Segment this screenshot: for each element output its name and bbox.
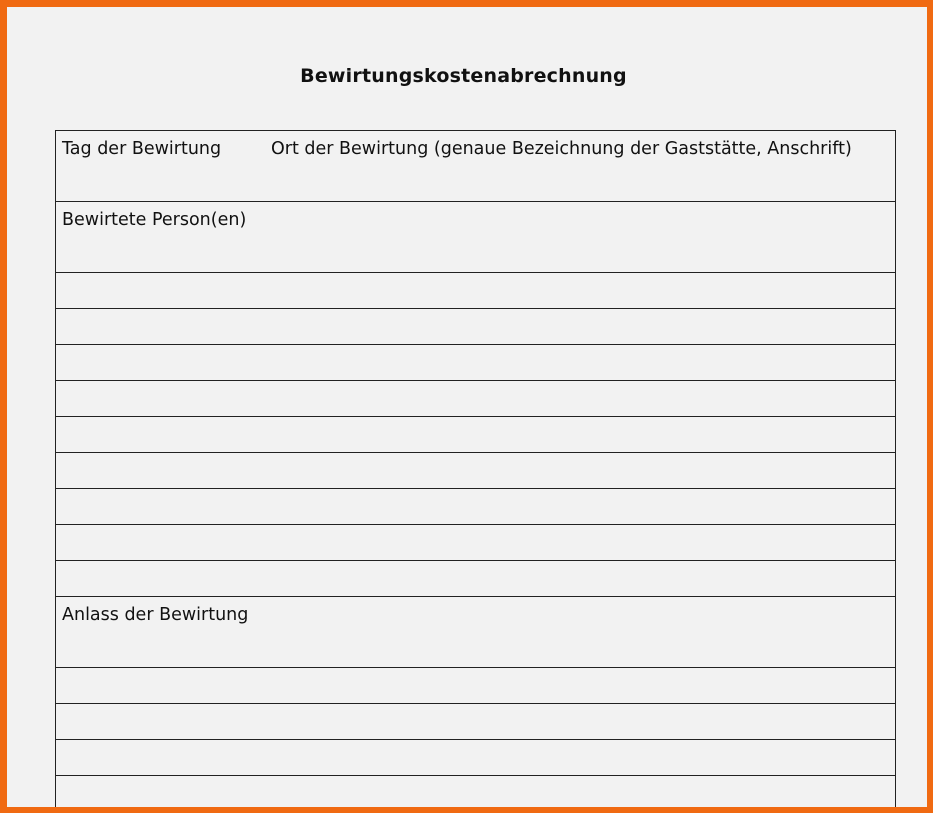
persons-line[interactable] (56, 525, 895, 561)
persons-line[interactable] (56, 453, 895, 489)
occasion-line[interactable] (56, 776, 895, 807)
day-label: Tag der Bewirtung (62, 139, 222, 159)
persons-line[interactable] (56, 561, 895, 597)
occasion-label: Anlass der Bewirtung (62, 605, 249, 625)
place-label: Ort der Bewirtung (genaue Bezeichnung der Gaststätte, Anschrift) (271, 139, 852, 159)
occasion-line[interactable] (56, 740, 895, 776)
persons-row (56, 202, 895, 273)
persons-label: Bewirtete Person(en) (62, 210, 247, 230)
persons-line[interactable] (56, 309, 895, 345)
persons-line[interactable] (56, 273, 895, 309)
occasion-line[interactable] (56, 704, 895, 740)
persons-line[interactable] (56, 345, 895, 381)
day-place-row (56, 131, 895, 202)
expense-form-table (55, 130, 896, 807)
persons-line[interactable] (56, 489, 895, 525)
occasion-row (56, 597, 895, 668)
occasion-line[interactable] (56, 668, 895, 704)
document-page (7, 7, 927, 807)
persons-line[interactable] (56, 417, 895, 453)
page-title: Bewirtungskostenabrechnung (300, 65, 627, 87)
persons-line[interactable] (56, 381, 895, 417)
